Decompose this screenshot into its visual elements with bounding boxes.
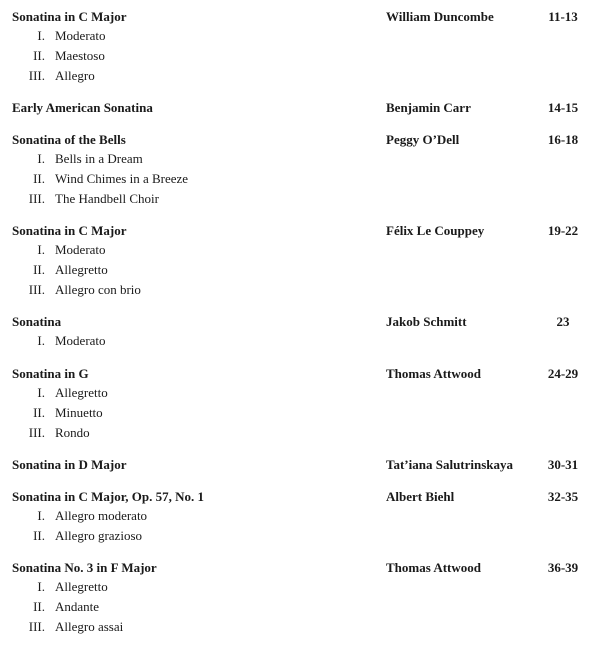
movement-name: Moderato <box>55 333 106 348</box>
movement-name: The Handbell Choir <box>55 191 159 206</box>
movement-numeral: I. <box>37 151 45 166</box>
movement-name: Rondo <box>55 425 90 440</box>
movement-name: Moderato <box>55 28 106 43</box>
movement-name: Bells in a Dream <box>55 151 143 166</box>
entry-pages: 30-31 <box>547 457 579 472</box>
entry-pages: 23 <box>556 314 570 329</box>
movement-numeral: II. <box>33 599 45 614</box>
entry-title: Sonatina of the Bells <box>12 132 126 147</box>
movement-numeral: II. <box>33 48 45 63</box>
entry-pages: 11-13 <box>548 9 578 24</box>
movement-name: Allegro <box>55 68 95 83</box>
entry-title: Early American Sonatina <box>12 100 153 115</box>
movement-name: Allegro grazioso <box>55 528 143 543</box>
movement-name: Allegro moderato <box>55 508 148 523</box>
movement-numeral: I. <box>37 28 45 43</box>
movement-numeral: III. <box>28 619 45 634</box>
movement-numeral: III. <box>28 282 45 297</box>
entry-composer: Jakob Schmitt <box>386 314 467 329</box>
entry-title: Sonatina in C Major <box>12 9 127 24</box>
movement-numeral: I. <box>37 333 45 348</box>
movement-numeral: I. <box>37 579 45 594</box>
movement-name: Allegro con brio <box>55 282 141 297</box>
movement-name: Allegretto <box>55 262 108 277</box>
movement-name: Minuetto <box>55 405 103 420</box>
movement-numeral: I. <box>37 508 45 523</box>
entry-pages: 36-39 <box>547 560 579 575</box>
entry-composer: William Duncombe <box>386 9 494 24</box>
movement-name: Maestoso <box>55 48 105 63</box>
entry-pages: 14-15 <box>547 100 579 115</box>
entry-composer: Albert Biehl <box>386 489 455 504</box>
entry-pages: 24-29 <box>547 366 579 381</box>
entry-composer: Thomas Attwood <box>386 366 481 381</box>
entry-composer: Tat’iana Salutrinskaya <box>386 457 514 472</box>
movement-numeral: III. <box>28 191 45 206</box>
movement-numeral: II. <box>33 262 45 277</box>
entry-pages: 19-22 <box>547 223 579 238</box>
movement-numeral: II. <box>33 171 45 186</box>
entry-pages: 32-35 <box>547 489 579 504</box>
movement-numeral: I. <box>37 385 45 400</box>
entry-composer: Félix Le Couppey <box>386 223 485 238</box>
movement-name: Andante <box>55 599 100 614</box>
movement-numeral: II. <box>33 528 45 543</box>
entry-title: Sonatina in C Major <box>12 223 127 238</box>
entry-composer: Peggy O’Dell <box>386 132 460 147</box>
entry-title: Sonatina No. 3 in F Major <box>12 560 157 575</box>
entry-composer: Benjamin Carr <box>386 100 471 115</box>
movement-name: Allegretto <box>55 385 108 400</box>
entry-title: Sonatina in D Major <box>12 457 127 472</box>
movement-numeral: II. <box>33 405 45 420</box>
entry-title: Sonatina in C Major, Op. 57, No. 1 <box>12 489 205 504</box>
movement-numeral: III. <box>28 425 45 440</box>
entry-pages: 16-18 <box>547 132 579 147</box>
movement-name: Allegro assai <box>55 619 124 634</box>
movement-name: Wind Chimes in a Breeze <box>55 171 189 186</box>
entry-title: Sonatina in G <box>12 366 89 381</box>
movement-name: Allegretto <box>55 579 108 594</box>
movement-name: Moderato <box>55 242 106 257</box>
movement-numeral: III. <box>28 68 45 83</box>
entry-title: Sonatina <box>12 314 62 329</box>
movement-numeral: I. <box>37 242 45 257</box>
entry-composer: Thomas Attwood <box>386 560 481 575</box>
